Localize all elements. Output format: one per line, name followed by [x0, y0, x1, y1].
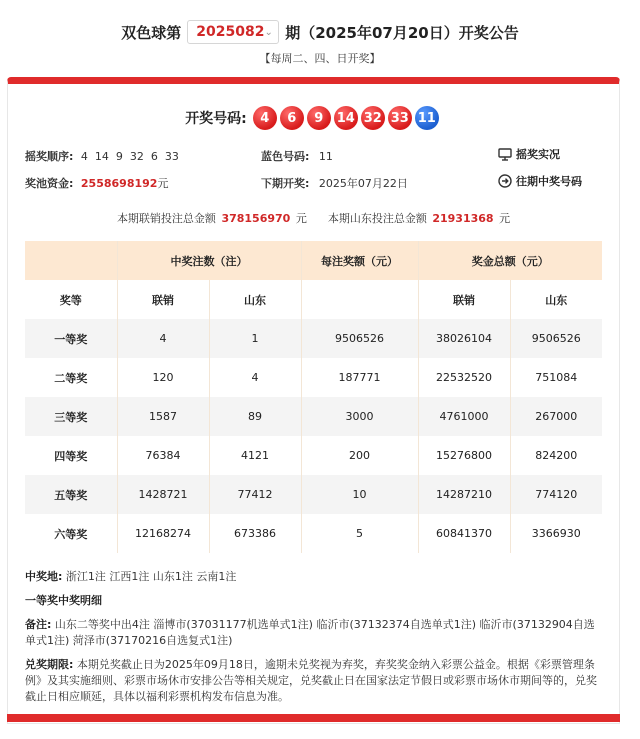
- prize-pool-value: 2558698192: [80, 177, 158, 190]
- blue-number-value: 11: [318, 150, 333, 163]
- table-row: [25, 475, 602, 514]
- total-shandong-cell: 3366930: [510, 514, 602, 553]
- shandong-count-cell: 4: [209, 358, 301, 397]
- per-blank-header: [301, 280, 418, 319]
- level-cell: 五等奖: [25, 475, 117, 514]
- shandong-count-cell: 4121: [209, 436, 301, 475]
- shandong-sales-label: 本期山东投注总金额: [327, 212, 427, 225]
- monitor-icon: [498, 147, 512, 161]
- national-sales-unit: 元: [295, 212, 307, 225]
- card-bottom-bar: [7, 714, 620, 722]
- table-row: [25, 358, 602, 397]
- national-count-cell: 1428721: [117, 475, 209, 514]
- table-row: [25, 436, 602, 475]
- total-national-cell: 14287210: [418, 475, 510, 514]
- level-cell: 一等奖: [25, 319, 117, 358]
- page-header: [0, 0, 640, 72]
- national-sales-label: 本期联销投注总金额: [116, 212, 216, 225]
- national-count-cell: 120: [117, 358, 209, 397]
- total-shandong-cell: 774120: [510, 475, 602, 514]
- red-ball: 32: [361, 106, 385, 130]
- table-row: [25, 514, 602, 553]
- blue-number-label: 蓝色号码:: [261, 150, 310, 163]
- level-cell: 六等奖: [54, 527, 88, 541]
- total-shandong-cell: 751084: [510, 358, 602, 397]
- total-national-cell: 38026104: [418, 319, 510, 358]
- table-sub-header: [25, 280, 602, 319]
- shandong-count-cell: 673386: [209, 514, 301, 553]
- winning-locations: [25, 569, 605, 585]
- national-count-cell: 76384: [117, 436, 209, 475]
- notes-section: [25, 569, 605, 713]
- winning-locations-label: 中奖地:: [25, 570, 63, 583]
- total-national-cell: 60841370: [418, 514, 510, 553]
- total-national-cell: 22532520: [418, 358, 510, 397]
- level-cell: 三等奖: [25, 397, 117, 436]
- red-ball: 14: [334, 106, 358, 130]
- history-label: 往期中奖号码: [516, 175, 582, 188]
- winners-group-header: 中奖注数（注）: [117, 241, 301, 280]
- national-sales-value: 378156970: [221, 212, 291, 225]
- draw-order-value: 4 14 9 32 6 33: [80, 150, 179, 163]
- table-row: [25, 397, 602, 436]
- total-shandong-header: 山东: [510, 280, 602, 319]
- shandong-count-cell: 77412: [209, 475, 301, 514]
- remark-label: 备注:: [25, 618, 52, 631]
- per-prize-cell: 187771: [301, 358, 418, 397]
- per-prize-cell: 5: [301, 514, 418, 553]
- arrow-right-circle-icon: [498, 174, 512, 188]
- total-national-header: 联销: [418, 280, 510, 319]
- draw-schedule: 【每周二、四、日开奖】: [259, 52, 381, 65]
- total-national-cell: 15276800: [418, 436, 510, 475]
- table-row: [25, 319, 602, 358]
- per-prize-cell: 9506526: [301, 319, 418, 358]
- history-link[interactable]: [498, 173, 582, 189]
- prize-table: [25, 241, 602, 553]
- level-cell: 二等奖: [54, 371, 88, 385]
- next-draw-value: 2025年07月22日: [318, 177, 408, 190]
- claim-deadline: [25, 657, 605, 705]
- first-prize-detail-title: [25, 593, 605, 609]
- remark-value: 山东二等奖中出4注 淄博市(37031177机选单式1注) 临沂市(37132374自选单式1注) 临沂市(37132904自选单式1注) 菏泽市(37170216自选复式1注): [25, 618, 595, 647]
- winning-numbers: [8, 106, 619, 130]
- per-prize-cell: 200: [301, 436, 418, 475]
- prize-pool-label: 奖池资金:: [25, 177, 74, 190]
- claim-deadline-label: 兑奖期限:: [25, 658, 74, 671]
- issue-select[interactable]: [187, 20, 279, 44]
- national-count-cell: 4: [117, 319, 209, 358]
- chevron-down-icon: ⌄: [264, 26, 273, 38]
- total-shandong-cell: 267000: [510, 397, 602, 436]
- blue-number: [261, 148, 333, 164]
- red-ball: 33: [388, 106, 412, 130]
- red-ball: 4: [253, 106, 277, 130]
- per-prize-cell: 3000: [301, 397, 418, 436]
- shandong-header: 山东: [209, 280, 301, 319]
- level-header: 奖等: [25, 280, 117, 319]
- national-count-cell: 12168274: [117, 514, 209, 553]
- total-shandong-cell: 824200: [510, 436, 602, 475]
- page-title: [0, 20, 640, 44]
- result-card: [7, 77, 620, 724]
- live-draw-label: 摇奖实况: [516, 148, 560, 161]
- national-header: 联销: [117, 280, 209, 319]
- level-cell: 四等奖: [54, 449, 88, 463]
- claim-deadline-value: 本期兑奖截止日为2025年09月18日，逾期未兑奖视为弃奖，弃奖奖金纳入彩票公益金。根据《彩票管理条例》及其实施细则、彩票市场休市安排公告等相关规定，兑奖截止日在国家法定节假日或彩票市场休市期间等的，兑奖截止日相应顺延，具体以福利彩票机构发布信息为准。: [25, 658, 597, 703]
- shandong-count-cell: 1: [209, 319, 301, 358]
- shandong-sales-unit: 元: [499, 212, 511, 225]
- blue-ball: 11: [415, 106, 439, 130]
- remark: [25, 617, 605, 649]
- total-shandong-cell: 9506526: [510, 319, 602, 358]
- live-draw-link[interactable]: [498, 146, 560, 162]
- next-draw: [261, 175, 408, 191]
- national-count-cell: 1587: [117, 397, 209, 436]
- draw-order-label: 摇奖顺序:: [25, 150, 74, 163]
- red-ball: 9: [307, 106, 331, 130]
- prize-pool-unit: 元: [157, 177, 169, 190]
- issue-value: 2025082: [196, 24, 265, 40]
- per-prize-cell: 10: [301, 475, 418, 514]
- title-prefix: 双色球第: [121, 23, 182, 42]
- winning-locations-value: 浙江1注 江西1注 山东1注 云南1注: [62, 570, 237, 583]
- sales-summary: [8, 210, 619, 226]
- total-national-cell: 4761000: [418, 397, 510, 436]
- shandong-count-cell: 89: [209, 397, 301, 436]
- red-ball: 6: [280, 106, 304, 130]
- shandong-sales-value: 21931368: [432, 212, 494, 225]
- winning-numbers-label: 开奖号码:: [185, 111, 247, 127]
- blank-header: [25, 241, 117, 280]
- title-suffix: 期（2025年07月20日）开奖公告: [285, 23, 519, 42]
- draw-order: [25, 148, 179, 164]
- per-prize-group-header: 每注奖额（元）: [301, 241, 418, 280]
- total-prize-group-header: 奖金总额（元）: [418, 241, 602, 280]
- first-prize-detail-label: 一等奖中奖明细: [25, 594, 102, 607]
- next-draw-label: 下期开奖:: [261, 177, 310, 190]
- table-group-header: [25, 241, 602, 280]
- prize-pool: [25, 175, 168, 191]
